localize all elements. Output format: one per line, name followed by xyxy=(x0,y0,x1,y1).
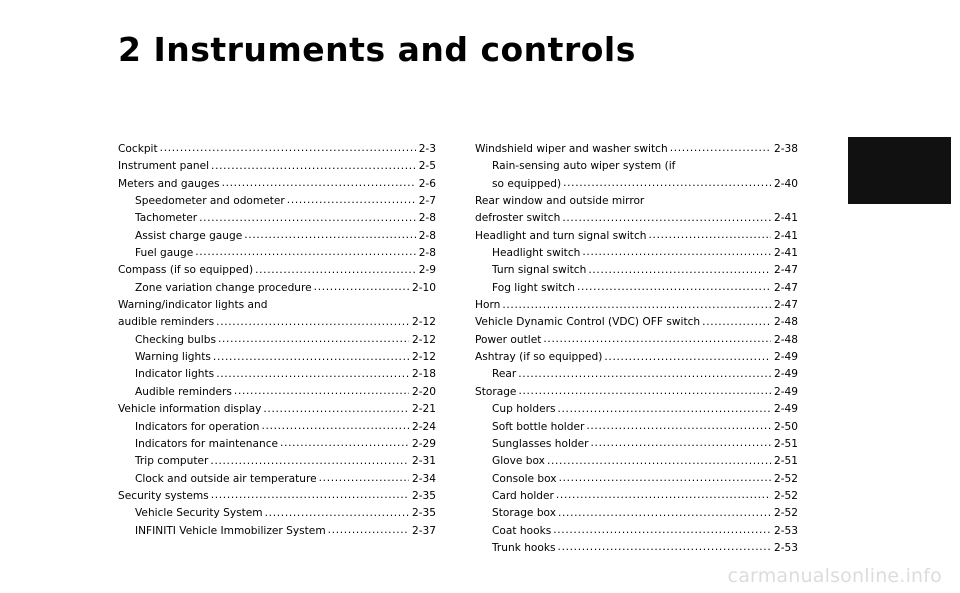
toc-subentry[interactable] xyxy=(118,453,436,470)
toc-page-number: 2-47 xyxy=(773,264,798,277)
dot-leader xyxy=(222,176,416,187)
watermark: carmanualsonline.info xyxy=(727,565,942,587)
toc-page-number: 2-40 xyxy=(773,177,798,190)
dot-leader xyxy=(160,141,416,152)
toc-entry-title: Fuel gauge xyxy=(135,247,194,260)
toc-subentry[interactable] xyxy=(118,280,436,297)
toc-page-number: 2-21 xyxy=(411,403,436,416)
toc-entry-title: Trunk hooks xyxy=(492,541,556,554)
toc-page-number: 2-49 xyxy=(773,403,798,416)
toc-subentry[interactable] xyxy=(118,523,436,540)
toc-entry[interactable] xyxy=(475,332,798,349)
toc-page-number: 2-20 xyxy=(411,385,436,398)
toc-entry[interactable] xyxy=(118,176,436,193)
dot-leader xyxy=(255,263,416,274)
toc-entry-title: Rear xyxy=(492,368,517,381)
toc-page-number: 2-12 xyxy=(411,351,436,364)
toc-entry-title: Compass (if so equipped) xyxy=(118,264,254,277)
toc-subentry[interactable] xyxy=(118,471,436,488)
toc-page-number: 2-8 xyxy=(418,229,436,242)
dot-leader xyxy=(562,211,771,222)
toc-entry-title: Security systems xyxy=(118,489,209,502)
dot-leader xyxy=(556,488,771,499)
toc-page-number: 2-10 xyxy=(411,281,436,294)
toc-page-number: 2-24 xyxy=(411,420,436,433)
dot-leader xyxy=(244,228,415,239)
dot-leader xyxy=(702,315,771,326)
toc-entry-title: defroster switch xyxy=(475,212,561,225)
toc-page-number: 2-47 xyxy=(773,281,798,294)
toc-page-number: 2-38 xyxy=(773,143,798,155)
toc-entry-title: Clock and outside air temperature xyxy=(135,472,317,485)
toc-subentry[interactable] xyxy=(118,505,436,522)
toc-entry[interactable] xyxy=(475,384,798,401)
toc-entry[interactable] xyxy=(118,297,436,332)
toc-entry[interactable] xyxy=(118,158,436,175)
toc-page-number: 2-52 xyxy=(773,507,798,520)
toc-entry-title: Headlight and turn signal switch xyxy=(475,229,647,242)
dot-leader xyxy=(314,280,409,291)
toc-entry[interactable] xyxy=(475,193,798,228)
toc-entry-title-line1: Rear window and outside mirror xyxy=(475,195,645,208)
toc-entry-title: Coat hooks xyxy=(492,524,552,537)
toc-page-number: 2-49 xyxy=(773,351,798,364)
toc-entry-title: Instrument panel xyxy=(118,160,210,173)
dot-leader xyxy=(577,280,771,291)
toc-entry[interactable] xyxy=(118,141,436,158)
toc-subentry[interactable] xyxy=(118,349,436,366)
toc-subentry[interactable] xyxy=(475,488,798,505)
dot-leader xyxy=(210,454,409,465)
toc-entry[interactable] xyxy=(475,314,798,331)
toc-page-number: 2-12 xyxy=(411,316,436,329)
dot-leader xyxy=(195,245,415,256)
toc-entry-title: Ashtray (if so equipped) xyxy=(475,351,603,364)
toc-right-column xyxy=(475,141,798,557)
toc-entry-title: Assist charge gauge xyxy=(135,229,243,242)
dot-leader xyxy=(591,436,771,447)
toc-entry-title: so equipped) xyxy=(492,177,562,190)
toc-entry-title: Indicators for maintenance xyxy=(135,437,279,450)
dot-leader xyxy=(563,176,771,187)
toc-entry-title: Storage xyxy=(475,385,517,398)
toc-entry-title-line1: Rain-sensing auto wiper system (if xyxy=(492,160,676,173)
toc-entry[interactable] xyxy=(475,349,798,366)
toc-page-number: 2-52 xyxy=(773,472,798,485)
dot-leader xyxy=(604,350,771,361)
toc-page-number: 2-7 xyxy=(418,195,436,208)
dot-leader xyxy=(553,523,771,534)
toc-entry-title: Vehicle information display xyxy=(118,403,262,416)
toc-page-number: 2-49 xyxy=(773,385,798,398)
toc-entry-title: Cockpit xyxy=(118,143,158,155)
toc-entry[interactable] xyxy=(475,141,798,158)
toc-entry-title: Cup holders xyxy=(492,403,556,416)
dot-leader xyxy=(502,298,771,309)
toc-entry[interactable] xyxy=(118,401,436,418)
toc-subentry[interactable] xyxy=(475,436,798,453)
toc-entry-title: Vehicle Dynamic Control (VDC) OFF switch xyxy=(475,316,701,329)
toc-entry-title: Indicator lights xyxy=(135,368,215,381)
toc-page-number: 2-49 xyxy=(773,368,798,381)
toc-entry-title: Soft bottle holder xyxy=(492,420,585,433)
toc-page-number: 2-47 xyxy=(773,299,798,312)
toc-entry-title: Indicators for operation xyxy=(135,420,260,433)
toc-page-number: 2-3 xyxy=(418,143,436,155)
dot-leader xyxy=(328,523,409,534)
toc-page-number: 2-50 xyxy=(773,420,798,433)
toc-subentry[interactable] xyxy=(475,471,798,488)
toc-subentry[interactable] xyxy=(475,245,798,262)
dot-leader xyxy=(280,436,409,447)
toc-entry-title: Speedometer and odometer xyxy=(135,195,285,208)
dot-leader xyxy=(211,159,416,170)
toc-subentry[interactable] xyxy=(475,262,798,279)
dot-leader xyxy=(287,193,416,204)
toc-subentry[interactable] xyxy=(118,384,436,401)
toc-entry-title: INFINITI Vehicle Immobilizer System xyxy=(135,524,326,537)
toc-left-column xyxy=(118,141,436,540)
toc-entry-title: Fog light switch xyxy=(492,281,575,294)
dot-leader xyxy=(211,488,409,499)
dot-leader xyxy=(559,471,771,482)
toc-subentry[interactable] xyxy=(118,228,436,245)
toc-page-number: 2-48 xyxy=(773,316,798,329)
dot-leader xyxy=(216,367,409,378)
toc-page-number: 2-48 xyxy=(773,333,798,346)
toc-subentry[interactable] xyxy=(118,436,436,453)
toc-subentry[interactable] xyxy=(475,158,798,193)
toc-entry[interactable] xyxy=(118,262,436,279)
toc-entry-title: Zone variation change procedure xyxy=(135,281,312,294)
toc-page-number: 2-51 xyxy=(773,455,798,468)
toc-subentry[interactable] xyxy=(475,366,798,383)
toc-entry[interactable] xyxy=(475,297,798,314)
toc-page-number: 2-8 xyxy=(418,212,436,225)
toc-page-number: 2-41 xyxy=(773,247,798,260)
toc-subentry[interactable] xyxy=(475,523,798,540)
chapter-thumb-tab xyxy=(848,137,951,204)
toc-page-number: 2-6 xyxy=(418,177,436,190)
toc-subentry[interactable] xyxy=(475,419,798,436)
toc-entry-title: audible reminders xyxy=(118,316,215,329)
dot-leader xyxy=(558,506,771,517)
toc-page-number: 2-34 xyxy=(411,472,436,485)
toc-entry-title: Trip computer xyxy=(135,455,209,468)
toc-entry-title: Power outlet xyxy=(475,333,542,346)
toc-subentry[interactable] xyxy=(118,210,436,227)
toc-subentry[interactable] xyxy=(118,366,436,383)
dot-leader xyxy=(213,350,409,361)
toc-page-number: 2-53 xyxy=(773,524,798,537)
toc-page-number: 2-51 xyxy=(773,437,798,450)
toc-entry-title: Windshield wiper and washer switch xyxy=(475,143,668,155)
toc-page-number: 2-52 xyxy=(773,489,798,502)
toc-entry-title: Storage box xyxy=(492,507,556,520)
toc-subentry[interactable] xyxy=(475,540,798,557)
dot-leader xyxy=(218,332,409,343)
toc-page-number: 2-53 xyxy=(773,541,798,554)
toc-page-number: 2-41 xyxy=(773,229,798,242)
toc-entry[interactable] xyxy=(118,488,436,505)
dot-leader xyxy=(319,471,409,482)
toc-entry-title: Audible reminders xyxy=(135,385,232,398)
toc-subentry[interactable] xyxy=(475,280,798,297)
dot-leader xyxy=(558,540,771,551)
dot-leader xyxy=(518,367,771,378)
toc-page-number: 2-35 xyxy=(411,489,436,502)
toc-entry-title: Turn signal switch xyxy=(492,264,587,277)
toc-entry-title: Warning lights xyxy=(135,351,211,364)
toc-subentry[interactable] xyxy=(118,419,436,436)
toc-page-number: 2-31 xyxy=(411,455,436,468)
dot-leader xyxy=(547,454,771,465)
toc-entry-title: Tachometer xyxy=(135,212,198,225)
dot-leader xyxy=(649,228,771,239)
toc-page-number: 2-35 xyxy=(411,507,436,520)
toc-subentry[interactable] xyxy=(475,505,798,522)
toc-subentry[interactable] xyxy=(118,193,436,210)
dot-leader xyxy=(586,419,771,430)
toc-subentry[interactable] xyxy=(475,401,798,418)
dot-leader xyxy=(263,402,409,413)
toc-entry-title-line1: Warning/indicator lights and xyxy=(118,299,268,312)
dot-leader xyxy=(199,211,416,222)
dot-leader xyxy=(265,506,409,517)
dot-leader xyxy=(588,263,771,274)
dot-leader xyxy=(262,419,409,430)
toc-page-number: 2-5 xyxy=(418,160,436,173)
toc-entry-title: Sunglasses holder xyxy=(492,437,589,450)
toc-entry-title: Vehicle Security System xyxy=(135,507,263,520)
toc-entry[interactable] xyxy=(475,228,798,245)
toc-page-number: 2-9 xyxy=(418,264,436,277)
toc-entry-title: Headlight switch xyxy=(492,247,581,260)
dot-leader xyxy=(234,384,409,395)
toc-entry-title: Checking bulbs xyxy=(135,333,216,346)
dot-leader xyxy=(582,245,771,256)
chapter-title: 2 Instruments and controls xyxy=(118,30,636,69)
dot-leader xyxy=(518,384,771,395)
toc-page-number: 2-18 xyxy=(411,368,436,381)
toc-entry-title: Meters and gauges xyxy=(118,177,220,190)
toc-entry-title: Horn xyxy=(475,299,501,312)
toc-page-number: 2-8 xyxy=(418,247,436,260)
dot-leader xyxy=(670,141,771,152)
toc-page-number: 2-12 xyxy=(411,333,436,346)
toc-subentry[interactable] xyxy=(118,332,436,349)
toc-page-number: 2-29 xyxy=(411,437,436,450)
toc-entry-title: Card holder xyxy=(492,489,554,502)
toc-page-number: 2-37 xyxy=(411,524,436,537)
toc-subentry[interactable] xyxy=(475,453,798,470)
dot-leader xyxy=(557,402,770,413)
dot-leader xyxy=(543,332,771,343)
dot-leader xyxy=(216,315,409,326)
toc-page-number: 2-41 xyxy=(773,212,798,225)
toc-entry-title: Glove box xyxy=(492,455,545,468)
toc-entry-title: Console box xyxy=(492,472,557,485)
toc-subentry[interactable] xyxy=(118,245,436,262)
